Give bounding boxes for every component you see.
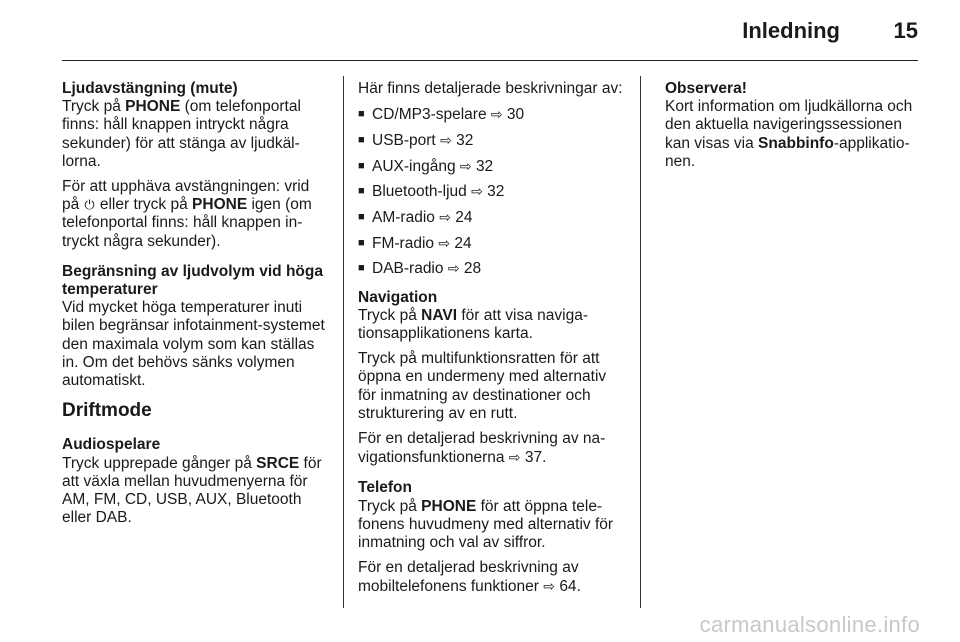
item-label: DAB-radio <box>372 260 444 278</box>
limit-heading: Begränsning av ljudvolym vid höga temperaturer <box>62 262 323 299</box>
item-page[interactable]: 30 <box>506 106 525 124</box>
column-3 <box>665 80 925 178</box>
mute-heading: Ljudavstängning (mute) <box>62 80 238 97</box>
list-item <box>358 182 626 201</box>
text: -applikatio-nen. <box>665 134 910 170</box>
power-knob-icon: ⏻ <box>84 197 95 213</box>
bullet-icon: ■ <box>358 108 365 121</box>
bullet-icon: ■ <box>358 159 365 172</box>
page-title: Inledning <box>742 18 840 43</box>
text: . <box>542 449 547 467</box>
list-item <box>358 131 626 150</box>
ref-arrow-icon: ⇨ <box>439 209 451 226</box>
audio-heading: Audiospelare <box>62 436 161 454</box>
bullet-icon: ■ <box>358 211 365 224</box>
ref-arrow-icon: ⇨ <box>440 131 452 148</box>
driftmode-heading: Driftmode <box>62 400 152 422</box>
item-label: USB-port <box>372 131 436 149</box>
note-heading: Observera! <box>665 80 747 97</box>
list-item <box>358 234 626 253</box>
item-page[interactable]: 32 <box>456 131 474 149</box>
page-header <box>62 18 918 46</box>
list-item <box>358 157 626 176</box>
srce-key: SRCE <box>256 454 300 472</box>
text: För en detaljerad beskrivning av mobiltelefonens funktioner <box>358 559 579 596</box>
ref-arrow-icon: ⇨ <box>438 234 451 251</box>
header-rule <box>62 60 918 61</box>
item-page[interactable]: 32 <box>487 183 505 201</box>
phone-key: PHONE <box>125 98 181 116</box>
limit-paragraph: Vid mycket höga temperaturer inuti bilen begränsar infotainment-systemet den maximala volym som kan ställas in. Om det behövs sänks volymen automatiskt. <box>62 299 325 390</box>
text: Tryck upprepade gånger på <box>62 454 257 472</box>
column-2 <box>358 80 626 604</box>
snabbinfo-label: Snabbinfo <box>758 134 834 152</box>
item-label: CD/MP3-spelare <box>372 106 487 124</box>
text: . <box>576 578 581 596</box>
telephone-section <box>358 479 626 596</box>
text: för att växla mellan huvudmenyerna för AM, FM, CD, USB, AUX, Bluetooth eller DAB. <box>62 454 322 527</box>
text: Tryck på <box>358 497 422 515</box>
page-ref[interactable]: 37 <box>524 449 543 467</box>
item-label: Bluetooth-ljud <box>372 183 467 201</box>
ref-arrow-icon: ⇨ <box>490 106 503 123</box>
phone-key: PHONE <box>421 497 477 515</box>
navigation-paragraph-1 <box>358 307 626 343</box>
column-divider-1 <box>343 76 344 608</box>
list-item <box>358 105 626 124</box>
ref-arrow-icon: ⇨ <box>508 449 521 466</box>
ref-arrow-icon: ⇨ <box>471 183 483 200</box>
text: För en detaljerad beskrivning av na-vigationsfunktionerna <box>358 430 606 467</box>
navigation-heading: Navigation <box>358 288 438 306</box>
item-page[interactable]: 32 <box>475 157 494 175</box>
audio-paragraph <box>62 455 330 528</box>
text: Tryck på <box>358 306 422 324</box>
text: Tryck på <box>62 98 126 116</box>
text: För att upphäva avstängningen: vrid på <box>62 178 310 214</box>
item-page[interactable]: 24 <box>454 234 472 252</box>
source-list <box>358 105 626 278</box>
ref-arrow-icon: ⇨ <box>459 157 472 174</box>
limit-section <box>62 263 330 390</box>
item-label: FM-radio <box>372 234 435 252</box>
column-divider-2 <box>640 76 641 608</box>
text: eller tryck på <box>95 196 193 214</box>
list-item <box>358 208 626 227</box>
bullet-icon: ■ <box>358 236 365 249</box>
text: (om telefonportal finns: håll knappen intryckt några sekunder) för att stänga av ljudkäl-lorna. <box>62 98 301 170</box>
bullet-icon: ■ <box>358 262 365 275</box>
bullet-icon: ■ <box>358 185 365 198</box>
ref-arrow-icon: ⇨ <box>543 578 555 595</box>
column-1 <box>62 80 330 534</box>
note-paragraph <box>665 98 925 171</box>
text: Kort information om ljudkällorna och den aktuella navigeringssessionen kan visas via <box>665 98 913 152</box>
telephone-paragraph-2 <box>358 559 626 596</box>
intro-paragraph: Här finns detaljerade beskrivningar av: <box>358 80 623 97</box>
navigation-paragraph-2: Tryck på multifunktionsratten för att öppna en undermeny med alternativ för inmatning av destinationer och strukturering av en rutt. <box>358 350 607 422</box>
telephone-heading: Telefon <box>358 479 412 497</box>
navigation-paragraph-3 <box>358 430 626 467</box>
mute-paragraph-2 <box>62 178 330 251</box>
page-number: 15 <box>893 18 918 43</box>
watermark: carmanualsonline.info <box>699 612 920 637</box>
mute-paragraph-1 <box>62 98 330 171</box>
telephone-paragraph-1 <box>358 498 626 553</box>
phone-key: PHONE <box>192 196 248 214</box>
text: för att öppna tele-fonens huvudmeny med alternativ för inmatning och val av siffror. <box>358 497 614 552</box>
text: för att visa naviga-tionsapplikationens karta. <box>358 306 589 343</box>
navi-key: NAVI <box>421 306 458 324</box>
ref-arrow-icon: ⇨ <box>447 260 460 277</box>
item-page[interactable]: 24 <box>455 209 473 227</box>
page-ref[interactable]: 64 <box>559 578 577 596</box>
item-label: AM-radio <box>372 209 435 227</box>
bullet-icon: ■ <box>358 133 365 146</box>
text: igen (om telefonportal finns: håll knappen in-tryckt några sekunder). <box>62 196 312 250</box>
list-item <box>358 259 626 278</box>
item-label: AUX-ingång <box>372 157 456 175</box>
item-page[interactable]: 28 <box>463 260 482 278</box>
